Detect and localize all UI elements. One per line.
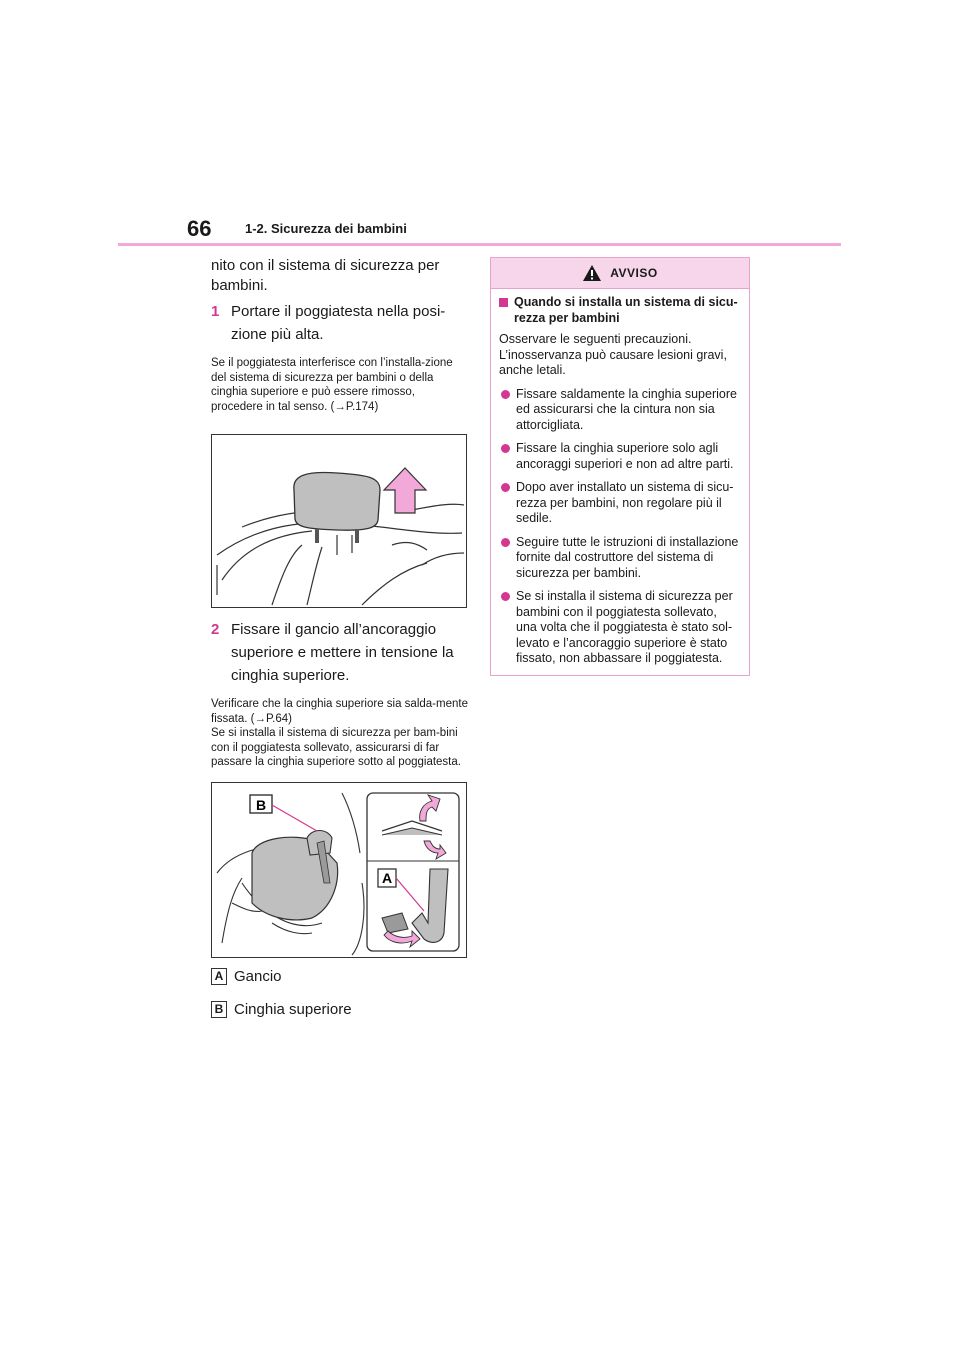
warning-heading: AVVISO xyxy=(610,266,658,280)
note-text: Se si installa il sistema di sicurezza per bam-bini con il poggiatesta sollevato, assicurarsi di far passare la cinghia superiore sotto al poggiatesta. xyxy=(211,727,461,768)
note-text: Verificare che la cinghia superiore sia salda-mente fissata. (→P.64) xyxy=(211,698,468,725)
warning-triangle-icon xyxy=(582,264,602,282)
warning-intro: Osservare le seguenti precauzioni. L’inosservanza può causare lesioni gravi, anche letali. xyxy=(499,332,727,377)
section-title: 1-2. Sicurezza dei bambini xyxy=(245,221,407,236)
legend-text: Gancio xyxy=(234,967,282,985)
warning-item xyxy=(499,535,741,582)
legend-key: A xyxy=(211,968,227,985)
figure-tether xyxy=(211,782,467,958)
warning-item-text: Fissare la cinghia superiore solo agli ancoraggi superiori e non ad altre parti. xyxy=(516,441,734,471)
step-2 xyxy=(211,618,469,687)
note-1 xyxy=(211,356,469,414)
figure-label-b: B xyxy=(256,796,267,813)
warning-item xyxy=(499,589,741,667)
note-text: Se il poggiatesta interferisce con l’installa-zione del sistema di sicurezza per bambini o della cinghia superiore e può essere rimosso, procedere in tal senso. (→P.174) xyxy=(211,357,453,413)
warning-body xyxy=(491,289,749,675)
warning-title-text: Quando si installa un sistema di sicu-rezza per bambini xyxy=(514,295,738,325)
note-2 xyxy=(211,697,469,770)
legend-key: B xyxy=(211,1001,227,1018)
bullet-dot-icon xyxy=(501,444,510,453)
left-column xyxy=(211,256,469,1034)
step-number: 1 xyxy=(211,303,220,320)
header-rule xyxy=(118,243,841,246)
figure-label-a: A xyxy=(382,869,393,886)
bullet-dot-icon xyxy=(501,538,510,547)
warning-item xyxy=(499,441,741,472)
step-1 xyxy=(211,300,469,346)
legend-item-b xyxy=(211,1001,469,1018)
step-number: 2 xyxy=(211,621,220,638)
step-text: Fissare il gancio all’ancoraggio superiore e mettere in tensione la cinghia superiore. xyxy=(231,621,454,684)
legend-item-a xyxy=(211,968,469,985)
warning-item-text: Se si installa il sistema di sicurezza per bambini con il poggiatesta sollevato, una volta che il poggiatesta è stato sol-levato e l’ancoraggio superiore è stato fissato, non abbassare il poggiatesta. xyxy=(516,589,733,665)
warning-title xyxy=(499,295,741,326)
square-bullet-icon xyxy=(499,298,508,307)
warning-item-text: Dopo aver installato un sistema di sicu-rezza per bambini, non regolare più il sedile. xyxy=(516,480,734,525)
bullet-dot-icon xyxy=(501,483,510,492)
lead-text: nito con il sistema di sicurezza per bambini. xyxy=(211,257,440,294)
warning-box xyxy=(490,257,750,676)
bullet-dot-icon xyxy=(501,592,510,601)
warning-item-text: Seguire tutte le istruzioni di installazione fornite dal costruttore del sistema di sicurezza per bambini. xyxy=(516,534,739,580)
legend-text: Cinghia superiore xyxy=(234,1000,352,1018)
warning-header xyxy=(491,258,749,289)
page-number: 66 xyxy=(187,216,212,241)
bullet-dot-icon xyxy=(501,390,510,399)
step-text: Portare il poggiatesta nella posi-zione più alta. xyxy=(231,303,446,343)
warning-item xyxy=(499,387,741,434)
warning-item xyxy=(499,480,741,527)
warning-item-text: Fissare saldamente la cinghia superiore ed assicurarsi che la cintura non sia attorcigliata. xyxy=(516,386,737,432)
figure-headrest xyxy=(211,434,467,608)
